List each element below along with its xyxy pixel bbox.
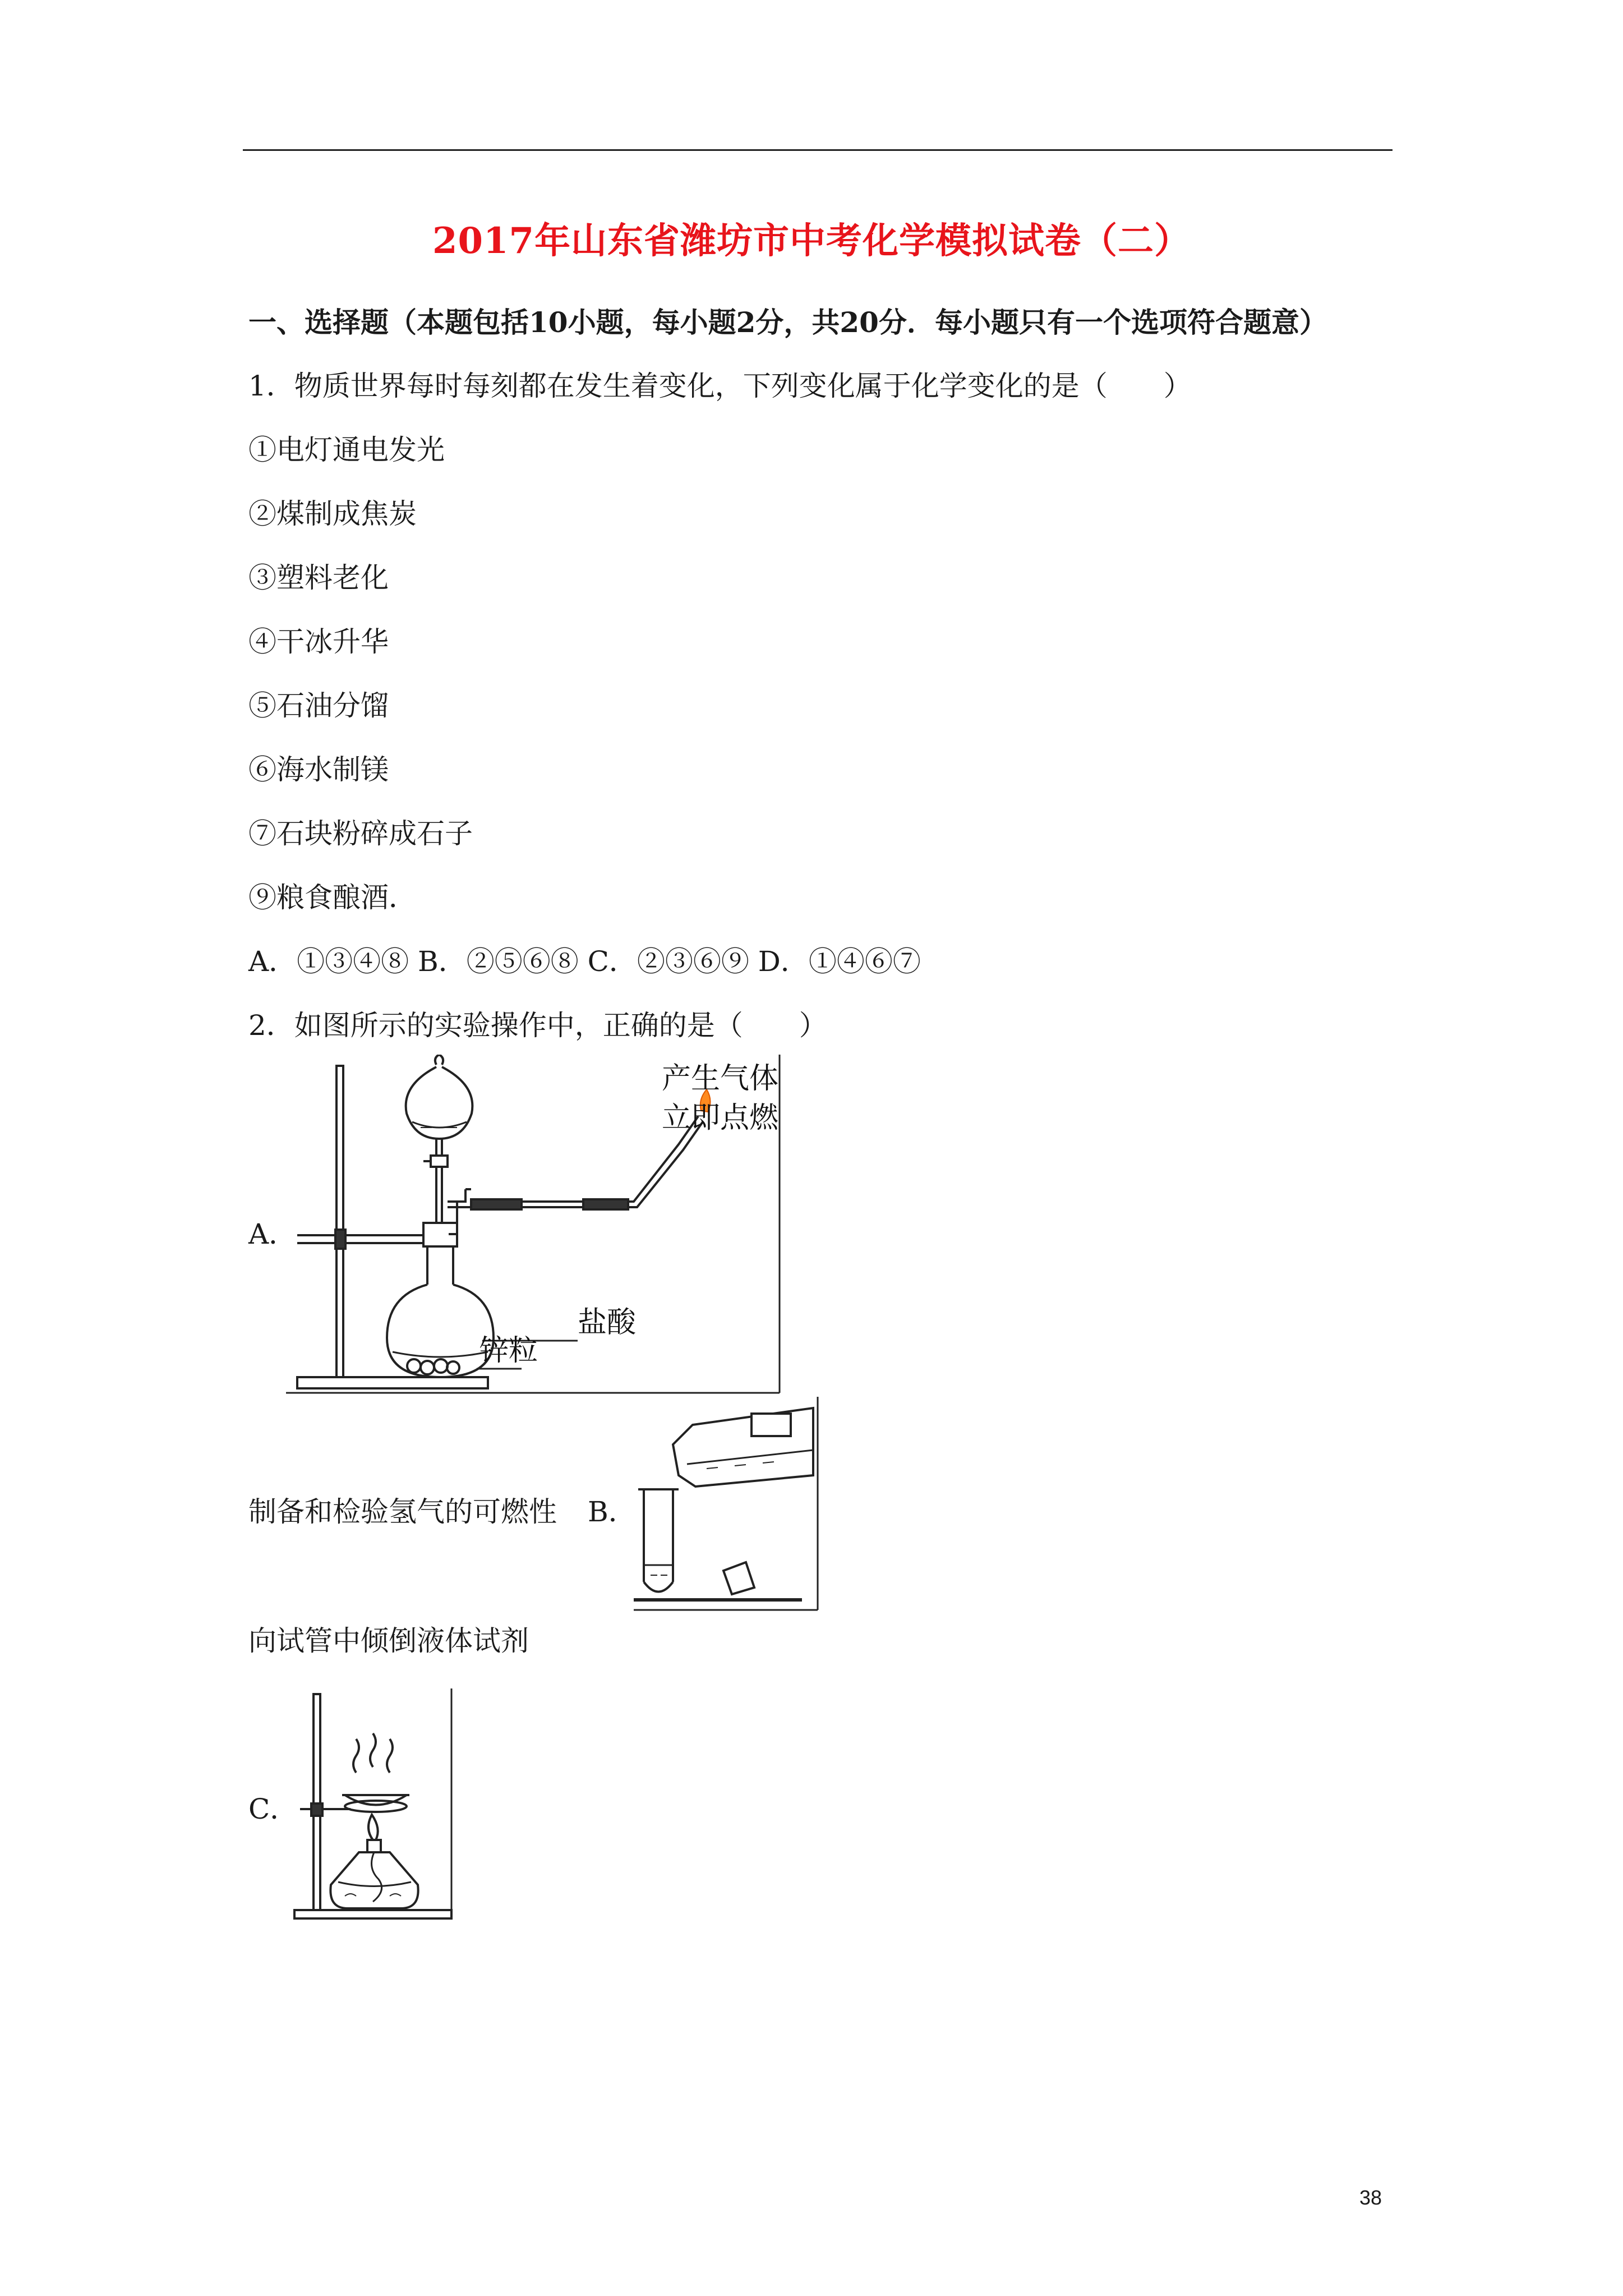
q1-item: ⑥海水制镁 [248,753,389,786]
apparatus-label-line1: 产生气体 [662,1062,779,1096]
figure-evaporation [289,1688,457,1924]
option-c-letter: C． [248,1793,298,1825]
q1-item: ①电灯通电发光 [248,434,445,466]
apparatus-label-acid: 盐酸 [578,1306,637,1340]
option-b-caption: 向试管中倾倒液体试剂 [248,1625,529,1657]
option-a-letter: A． [248,1218,297,1250]
option-b-letter: B． [588,1496,637,1528]
q1-item: ②煤制成焦炭 [248,498,417,530]
page-number: 38 [1359,2186,1382,2209]
figure-hydrogen-apparatus [286,1055,791,1402]
q1-item: ⑨粮食酿酒． [248,881,417,914]
page-title: 2017年山东省潍坊市中考化学模拟试卷（二） [432,220,1191,262]
q1-item: ③塑料老化 [248,562,389,594]
apparatus-label-zinc: 锌粒 [479,1334,538,1368]
q1-options: A．①③④⑧ B．②⑤⑥⑧ C．②③⑥⑨ D．①④⑥⑦ [248,945,921,978]
q1-item: ⑦石块粉碎成石子 [248,817,473,850]
figure-pouring-liquid [634,1397,824,1616]
q1-item: ④干冰升华 [248,625,389,658]
q1-item: ⑤石油分馏 [248,689,389,722]
section-heading: 一、选择题（本题包括10小题，每小题2分，共20分．每小题只有一个选项符合题意） [248,306,1327,339]
question-1-stem: 1．物质世界每时每刻都在发生着变化，下列变化属于化学变化的是（ ） [248,370,1192,402]
option-a-caption: 制备和检验氢气的可燃性 [248,1496,557,1528]
apparatus-label-line2: 立即点燃 [662,1101,779,1135]
header-rule [243,149,1393,151]
question-2-stem: 2．如图所示的实验操作中，正确的是（ ） [248,1009,827,1042]
